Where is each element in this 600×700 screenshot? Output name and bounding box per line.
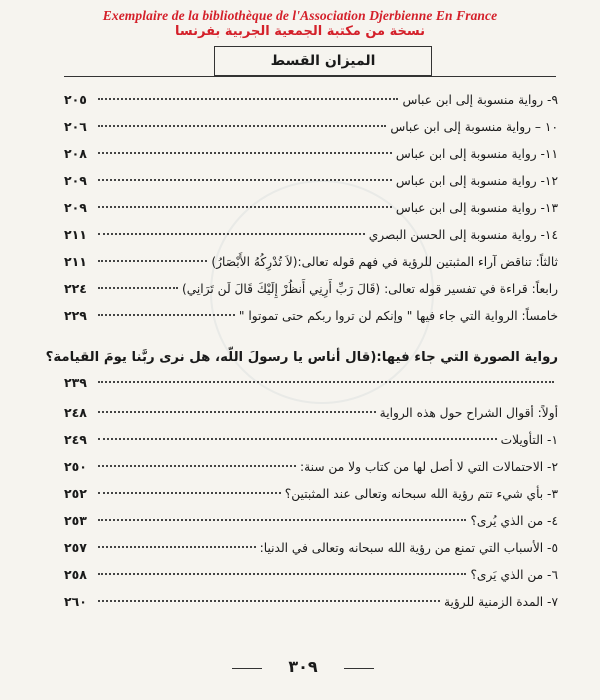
- leader-dots: [98, 98, 398, 100]
- leader-dots: [98, 600, 440, 602]
- toc-entry-title: ٩- رواية منسوبة إلى ابن عباس: [402, 93, 558, 107]
- toc-entry: [64, 92, 558, 116]
- section-heading-title: رواية الصورة التي جاء فيها:(قال أناس يا رسولَ اللّه، هل نرى ربَّنا يومَ القيامة؟: [45, 350, 558, 365]
- toc-entry-title: ١- التأويلات: [500, 433, 558, 447]
- library-stamp-arabic: نسخة من مكتبة الجمعية الجربية بفرنسا: [175, 24, 425, 39]
- toc-entry-title: ثالثاً: تناقض آراء المثبتين للرؤية في فهم قوله تعالى:(لاَ تُدْرِكُهُ الأَبْصَارُ): [211, 255, 558, 269]
- toc-entry: [64, 405, 558, 429]
- toc-entry-page: ٢١١: [64, 254, 87, 269]
- page-number: ٣٠٩: [288, 657, 318, 676]
- leader-dots: [98, 573, 466, 575]
- toc-entry-title: ١٣- رواية منسوبة إلى ابن عباس: [395, 201, 558, 215]
- section-heading: [45, 350, 558, 365]
- toc-entry: [64, 200, 558, 224]
- toc-entry-title: خامساً: الرواية التي جاء فيها " وإنكم لن تروا ربكم حتى تموتوا ": [238, 309, 558, 323]
- toc-entry-title: ٢- الاحتمالات التي لا أصل لها من كتاب ولا من سنة:: [300, 460, 558, 474]
- leader-dots: [98, 438, 497, 440]
- toc-entry-page: ٢٤٩: [64, 432, 87, 447]
- toc-entry: [64, 146, 558, 170]
- toc-entry-page: ٢٥٨: [64, 567, 87, 582]
- toc-entry-title: رابعاً: قراءة في تفسير قوله تعالى: (قَالَ رَبِّ أَرِنِي أَنظُرْ إِلَيْكَ قَالَ لَن تَرَانِي): [182, 282, 558, 296]
- leader-dots: [98, 411, 376, 413]
- toc-entry: [64, 173, 558, 197]
- toc-entry-title: ٦- من الذي يَرى؟: [470, 568, 558, 582]
- toc-entry-page: ٢٤٨: [64, 405, 87, 420]
- toc-entry-page: ٢٠٩: [64, 173, 87, 188]
- toc-entry-page: ٢٠٥: [64, 92, 87, 107]
- toc-entry: [64, 227, 558, 251]
- toc-entry: [64, 375, 558, 399]
- toc-entry-page: ٢١١: [64, 227, 87, 242]
- toc-entry-title: أولاً: أقوال الشراح حول هذه الرواية: [379, 406, 558, 420]
- leader-dots: [98, 179, 392, 181]
- toc-entry: [64, 567, 558, 591]
- toc-entry-page: ٢٢٩: [64, 308, 87, 323]
- toc-entry: [64, 281, 558, 305]
- toc-entry: [64, 254, 558, 278]
- footer-rule-right: [344, 668, 374, 669]
- leader-dots: [98, 519, 466, 521]
- toc-entry-title: ١١- رواية منسوبة إلى ابن عباس: [395, 147, 558, 161]
- toc-entry-page: ٢٠٩: [64, 200, 87, 215]
- leader-dots: [98, 206, 392, 208]
- leader-dots: [98, 152, 392, 154]
- header-divider: [64, 76, 556, 77]
- toc-entry-title: ٥- الأسباب التي تمنع من رؤية الله سبحانه وتعالى في الدنيا:: [259, 541, 558, 555]
- leader-dots: [98, 314, 235, 316]
- leader-dots: [98, 492, 281, 494]
- toc-entry: [64, 308, 558, 332]
- toc-entry: [64, 486, 558, 510]
- library-stamp-french: Exemplaire de la bibliothèque de l'Association Djerbienne En France: [102, 8, 498, 23]
- leader-dots: [98, 546, 256, 548]
- toc-entry-page: ٢٠٨: [64, 146, 87, 161]
- toc-entry-title: ٧- المدة الزمنية للرؤية: [443, 595, 558, 609]
- leader-dots: [98, 260, 207, 262]
- toc-entry-title: ١٢- رواية منسوبة إلى ابن عباس: [395, 174, 558, 188]
- toc-entry-title: ٣- بأي شيء تتم رؤية الله سبحانه وتعالى عند المثبتين؟: [284, 487, 558, 501]
- toc-entry-title: ١٠ – رواية منسوبة إلى ابن عباس: [390, 120, 558, 134]
- toc-entry-page: ٢٥٢: [64, 486, 87, 501]
- toc-entry-page: ٢٢٤: [64, 281, 87, 296]
- leader-dots: [98, 381, 554, 383]
- toc-entry-title: ٤- من الذي يُرى؟: [470, 514, 558, 528]
- toc-entry: [64, 540, 558, 564]
- toc-entry: [64, 459, 558, 483]
- toc-entry-page: ٢٥٣: [64, 513, 87, 528]
- toc-entry: [64, 513, 558, 537]
- toc-entry-page: ٢٥٠: [64, 459, 87, 474]
- leader-dots: [98, 287, 178, 289]
- footer-rule-left: [232, 668, 262, 669]
- toc-entry-page: ٢٠٦: [64, 119, 87, 134]
- toc-entry: [64, 594, 558, 618]
- running-header-box: [214, 46, 432, 76]
- toc-entry-page: ٢٥٧: [64, 540, 87, 555]
- leader-dots: [98, 465, 296, 467]
- toc-entry-page: ٢٣٩: [64, 375, 87, 390]
- running-header-title: الميزان القسط: [270, 53, 376, 69]
- toc-entry-page: ٢٦٠: [64, 594, 87, 609]
- toc-entry: [64, 119, 558, 143]
- leader-dots: [98, 125, 386, 127]
- leader-dots: [98, 233, 365, 235]
- toc-entry: [64, 432, 558, 456]
- toc-entry-title: ١٤- رواية منسوبة إلى الحسن البصري: [368, 228, 558, 242]
